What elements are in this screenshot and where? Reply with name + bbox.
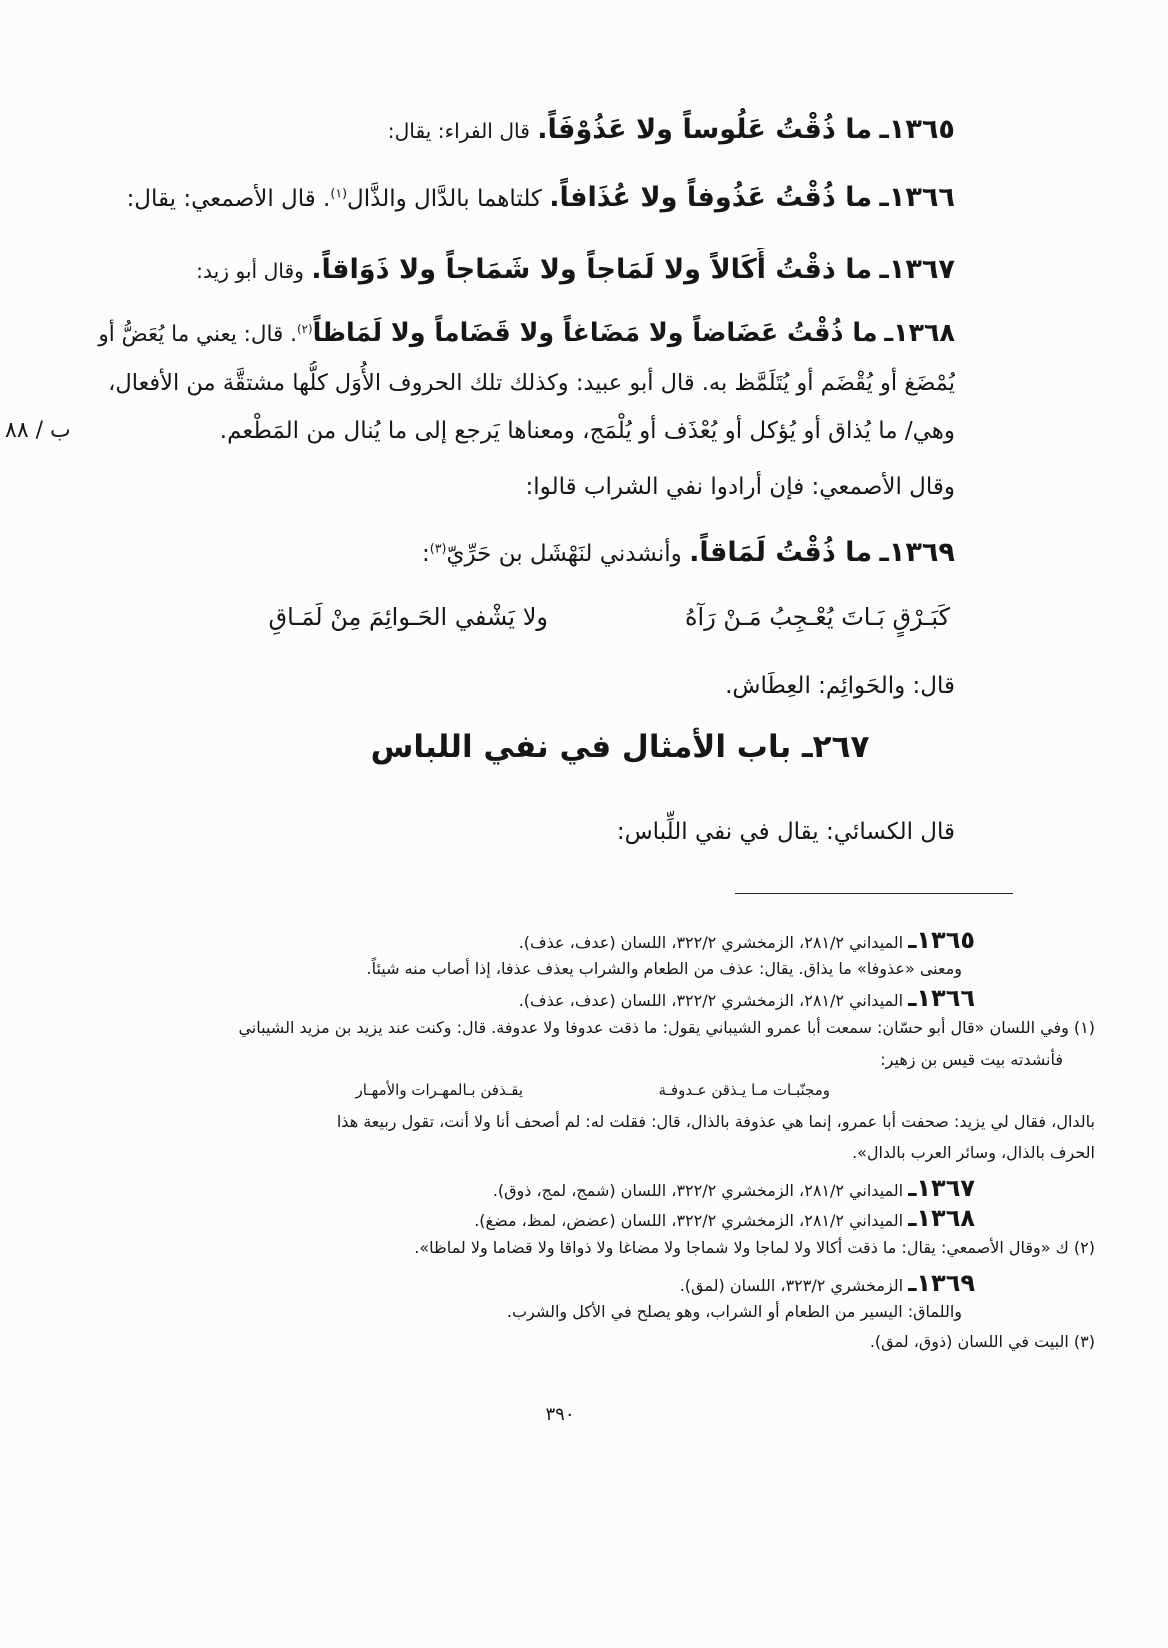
commentary-text-after: . قال الأصمعي: يقال:	[126, 186, 331, 212]
footnote-source-1369	[95, 1268, 975, 1298]
commentary-text: وأنشدني لنَهْشَل بن حَرِّيّ	[446, 541, 682, 567]
footnote-number: ١٣٦٩ـ	[908, 1269, 975, 1297]
footnote-text: الميداني ٢٨١/٢، الزمخشري ٣٢٢/٢، اللسان (شمج، لمج، ذوق).	[492, 1181, 904, 1200]
commentary-line: قال الكسائي: يقال في نفي اللِّباس:	[616, 819, 955, 845]
footnote-text: الميداني ٢٨١/٢، الزمخشري ٣٢٢/٢، اللسان (عدف، عذف).	[518, 991, 904, 1010]
proverb-number: ١٣٦٥ـ	[879, 114, 955, 145]
footnote-ref: (١)	[330, 185, 348, 201]
commentary-text: وقال أبو زيد:	[196, 259, 304, 283]
footnote-number: ١٣٦٥ـ	[908, 926, 975, 954]
verse-second-hemistich: ولا يَشْفي الحَـوائِمَ مِنْ لَمَـاقِ	[268, 603, 548, 631]
proverb-text: ما ذقْتُ أَكَالاً ولا لَمَاجاً ولا شَمَاجاً ولا ذَوَاقاً.	[311, 254, 873, 285]
footnote-ref: (٢)	[297, 321, 313, 336]
commentary-text-after: . قال: يعني ما يُعَضُّ أو	[98, 322, 298, 347]
footnote-number: ١٣٦٨ـ	[908, 1204, 975, 1232]
footnote-line: واللماق: اليسير من الطعام أو الشراب، وهو يصلح في الأكل والشرب.	[506, 1302, 962, 1321]
proverb-1366-line	[95, 176, 955, 220]
proverb-1369-line	[95, 531, 955, 575]
footnote-3: (٣) البيت في اللسان (ذوق، لمق).	[869, 1332, 1095, 1351]
commentary-line: وهي/ ما يُذاق أو يُؤكل أو يُعْذَف أو يُلْمَج، ومعناها يَرجع إلى ما يُنال من المَطْعم.	[219, 418, 955, 444]
footnote-number: ١٣٦٦ـ	[908, 984, 975, 1012]
footnote-source-1365	[95, 925, 975, 955]
footnote-source-1367	[95, 1173, 975, 1203]
commentary-line: يُمْضَغ أو يُقْضَم أو يُتَلَمَّظ به. قال أبو عبيد: وكذلك تلك الحروف الأُوَل كلُّها مشتقَّة من الأفعال،	[108, 370, 955, 396]
commentary-line: قال: والحَوائِم: العِطَاش.	[725, 673, 955, 699]
footnote-divider	[735, 893, 1013, 894]
footnote-1: (١) وفي اللسان «قال أبو حسّان: سمعت أبا عمرو الشيباني يقول: ما ذقت عدوفا ولا عدوفة. قال: وكنت عند يزيد بن مزيد الشيباني	[238, 1018, 1095, 1037]
commentary-text: كلتاهما بالدَّال والذَّال	[347, 186, 542, 212]
proverb-1365-line	[95, 108, 955, 152]
proverb-text: ما ذُقْتُ عَذُوفاً ولا عُذَافاً.	[549, 182, 873, 213]
folio-margin-note: ٨٨ / ب	[5, 418, 71, 443]
footnote-text: الزمخشري ٣٢٣/٢، اللسان (لمق).	[679, 1276, 904, 1295]
proverb-text: ما ذُقْتُ عَضَاضاً ولا مَضَاغاً ولا قَضَاماً ولا لَمَاظاً	[312, 317, 878, 347]
commentary-text-after: :	[422, 541, 430, 567]
footnote-text: الميداني ٢٨١/٢، الزمخشري ٣٢٢/٢، اللسان (عضض، لمظ، مضغ).	[474, 1211, 904, 1230]
footnote-line: ومعنى «عذوفا» ما يذاق. يقال: عذف من الطعام والشراب يعذف عذفا، إذا أصاب منه شيئاً.	[366, 959, 962, 978]
proverb-number: ١٣٦٧ـ	[879, 254, 955, 285]
proverb-number: ١٣٦٩ـ	[879, 537, 955, 568]
commentary-text: قال الفراء: يقال:	[387, 119, 530, 143]
footnote-verse-second-hemistich: يقـذفن بـالمهـرات والأمهـار	[355, 1081, 523, 1099]
footnote-source-1366	[95, 983, 975, 1013]
footnote-line: الحرف بالذال، وسائر العرب بالدال».	[851, 1143, 1095, 1162]
chapter-heading: ٢٦٧ـ باب الأمثال في نفي اللباس	[370, 729, 870, 765]
footnote-line: فأنشدته بيت قيس بن زهير:	[880, 1050, 1063, 1069]
footnote-verse-first-hemistich: ومجنّبـات مـا يـذقن عـدوفـة	[658, 1081, 830, 1099]
proverb-1368-line	[95, 310, 955, 354]
footnote-ref: (٣)	[429, 540, 447, 556]
proverb-1367-line	[95, 248, 955, 292]
proverb-number: ١٣٦٦ـ	[879, 182, 955, 213]
footnote-number: ١٣٦٧ـ	[908, 1174, 975, 1202]
footnote-line: بالدال، فقال لي يزيد: صحفت أبا عمرو، إنما هي عذوفة بالذال، قال: فقلت له: لم أصحف أنا ولا أنت، تقول ربيعة هذا	[336, 1112, 1095, 1131]
footnote-2: (٢) ك «وقال الأصمعي: يقال: ما ذقت أكالا ولا لماجا ولا شماجا ولا مضاغا ولا ذواقا ولا قضاما ولا لماظا».	[414, 1238, 1095, 1257]
verse-first-hemistich: كَبَـرْقٍ بَـاتَ يُعْـجِبُ مَـنْ رَآهُ	[684, 603, 950, 631]
proverb-text: ما ذُقْتُ لَمَاقاً.	[689, 537, 873, 568]
commentary-line: وقال الأصمعي: فإن أرادوا نفي الشراب قالوا:	[525, 474, 955, 500]
page-number: ٣٩٠	[545, 1404, 575, 1425]
proverb-text: ما ذُقْتُ عَلُوساً ولا عَذُوْفَاً.	[537, 114, 873, 145]
footnote-text: الميداني ٢٨١/٢، الزمخشري ٣٢٢/٢، اللسان (عدف، عذف).	[518, 933, 904, 952]
footnote-source-1368	[95, 1203, 975, 1233]
proverb-number: ١٣٦٨ـ	[884, 317, 955, 347]
